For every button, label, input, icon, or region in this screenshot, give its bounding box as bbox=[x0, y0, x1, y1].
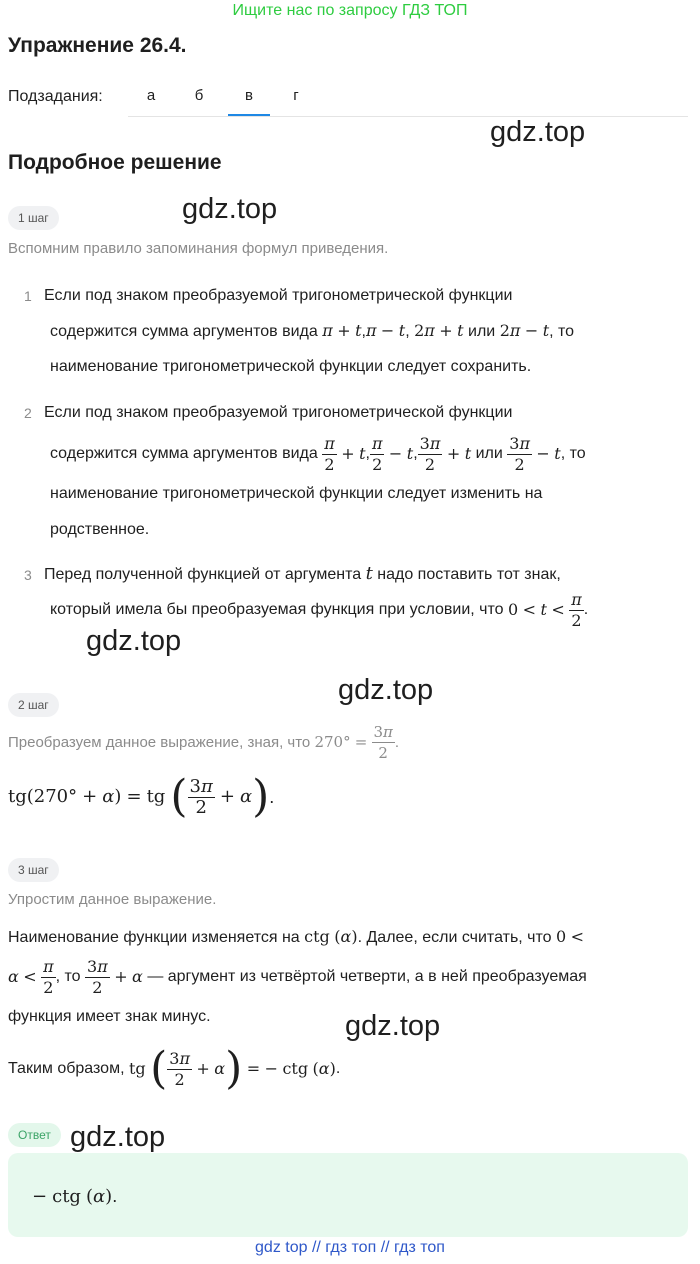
rule-text: надо поставить тот знак, bbox=[377, 566, 561, 583]
rule-text: содержится сумма аргументов вида bbox=[50, 323, 318, 340]
watermark: gdz.top bbox=[490, 116, 586, 148]
step-badge: 3 шаг bbox=[8, 858, 59, 882]
answer-badge: Ответ bbox=[8, 1123, 61, 1147]
solution-title: Подробное решение bbox=[8, 151, 222, 174]
watermark: gdz.top bbox=[182, 193, 278, 225]
step-text: Наименование функции изменяется на bbox=[8, 929, 300, 946]
step-text: Таким образом, bbox=[8, 1060, 125, 1077]
watermark: gdz.top bbox=[70, 1121, 166, 1153]
rule-text: наименование тригонометрической функции следует изменить на bbox=[50, 485, 543, 502]
step-text: α < $\frac{\pi}{2}$ , то $\frac{3\pi}{2}$ + α — аргумент из четвёртой четверти, а в ней преобразуемая bbox=[8, 956, 587, 997]
step-hint: Вспомним правило запоминания формул приведения. bbox=[8, 240, 389, 257]
tab-a[interactable]: а bbox=[146, 87, 156, 104]
step-hint: Преобразуем данное выражение, зная, что 270° = $\frac{3\pi}{2}$ . bbox=[8, 722, 400, 762]
step-text: , то bbox=[55, 968, 81, 985]
rule-number: 3 bbox=[24, 567, 32, 583]
rule-text: Если под знаком преобразуемой тригонометрической функции bbox=[44, 287, 513, 304]
tab-g[interactable]: г bbox=[293, 87, 299, 104]
formula: tg(270° + α ) = tg ( $\frac{3\pi}{2}$ + α ) . bbox=[8, 771, 275, 822]
exercise-title: Упражнение 26.4. bbox=[8, 34, 187, 57]
rule-text: или bbox=[475, 445, 503, 462]
rule-number: 2 bbox=[24, 405, 32, 421]
step-text: — аргумент из четвёртой четверти, а в ней преобразуемая bbox=[147, 968, 587, 985]
watermark: gdz.top bbox=[86, 625, 182, 657]
watermark: gdz.top bbox=[345, 1010, 441, 1042]
step-text: функция имеет знак минус. bbox=[8, 1008, 211, 1025]
step-hint: Преобразуем данное выражение, зная, что bbox=[8, 733, 311, 751]
step-text: Наименование функции изменяется на ctg (α). Далее, если считать, что 0 < bbox=[8, 927, 585, 946]
subtasks-label: Подзадания: bbox=[8, 88, 103, 105]
step-hint: Упростим данное выражение. bbox=[8, 891, 217, 908]
rule-text: или bbox=[468, 323, 496, 340]
rule-text: Если под знаком преобразуемой тригонометрической функции bbox=[44, 404, 513, 421]
rule-text: , то bbox=[560, 445, 586, 462]
rule-text: родственное. bbox=[50, 521, 150, 538]
step-text: . Далее, если считать, что bbox=[357, 929, 552, 946]
rule-text: Перед полученной функцией от аргумента bbox=[44, 566, 362, 583]
rule-text: который имела бы преобразуемая функция при условии, что 0 < t < $\frac{\pi}{2}$ . bbox=[50, 589, 589, 630]
step-badge: 1 шаг bbox=[8, 206, 59, 230]
rule-text: Перед полученной функцией от аргумента t надо поставить тот знак, bbox=[44, 563, 561, 584]
step-badge: 2 шаг bbox=[8, 693, 59, 717]
tab-v[interactable]: в bbox=[228, 76, 270, 116]
rule-number: 1 bbox=[24, 288, 32, 304]
rule-text: содержится сумма аргументов вида $\frac{\pi}{2}$ + t , $\frac{\pi}{2}$ − t , $\frac{3\pi}{2}$ + t или $\frac{3\pi}{2}$ − t , то bbox=[50, 433, 586, 474]
answer-formula: − ctg (α). bbox=[32, 1186, 118, 1207]
watermark: gdz.top bbox=[338, 674, 434, 706]
tab-b[interactable]: б bbox=[194, 87, 204, 104]
rule-text: наименование тригонометрической функции следует сохранить. bbox=[50, 358, 532, 375]
rule-text: который имела бы преобразуемая функция при условии, что bbox=[50, 601, 504, 618]
rule-text: , то bbox=[549, 323, 575, 340]
step-text: Таким образом, tg ( $\frac{3\pi}{2}$ + α ) = − ctg ( α ) . bbox=[8, 1043, 341, 1094]
footer-links[interactable]: gdz top // гдз топ // гдз топ bbox=[255, 1239, 445, 1256]
rule-text: содержится сумма аргументов вида bbox=[50, 445, 318, 462]
rule-text: содержится сумма аргументов вида π + t,π − t, 2π + t или 2π − t, то bbox=[50, 321, 575, 340]
subtasks-tabs bbox=[128, 76, 688, 117]
search-banner: Ищите нас по запросу ГДЗ ТОП bbox=[232, 2, 468, 19]
